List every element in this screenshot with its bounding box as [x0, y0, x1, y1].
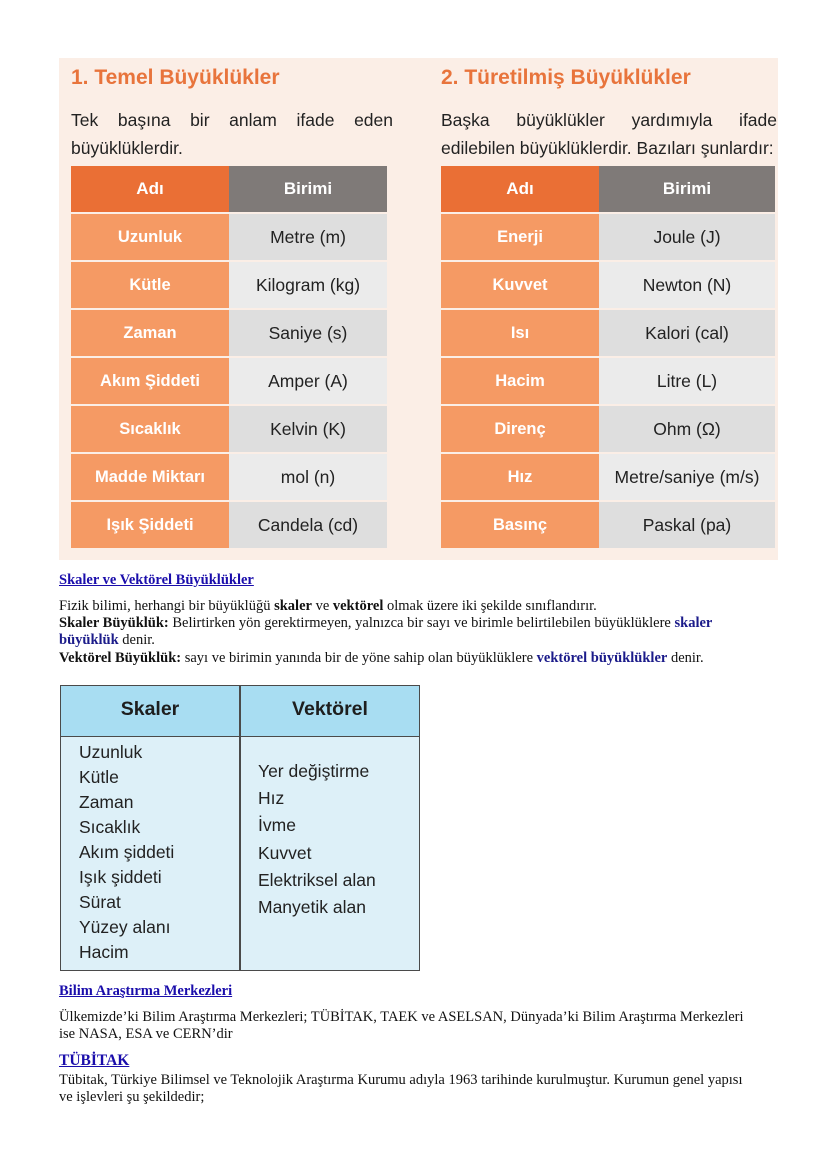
text-bold: vektörel	[332, 598, 384, 614]
derived-quantities-title: 2. Türetilmiş Büyüklükler	[441, 66, 691, 89]
vector-list	[258, 758, 376, 921]
quantity-unit: Metre/saniye (m/s)	[599, 453, 775, 501]
vector-header: Vektörel	[292, 698, 368, 720]
text-span: Belirtirken yön gerektirmeyen, yalnızca bir sayı ve birimle belirtilebilen büyüklüklere	[168, 615, 675, 631]
text-span: Fizik bilimi, herhangi bir büyüklüğü	[59, 598, 275, 614]
text-bold: skaler	[274, 598, 312, 614]
quantity-name: Kuvvet	[441, 261, 599, 309]
table-row	[441, 453, 775, 501]
basic-quantities-description: Tek başına bir anlam ifade eden büyüklüklerdir.	[71, 110, 393, 158]
table-row	[441, 357, 775, 405]
column-header-name: Adı	[441, 166, 599, 213]
tubitak-text: Tübitak, Türkiye Bilimsel ve Teknolojik Araştırma Kurumu adıyla 1963 tarihinde kurulmuştur. Kurumun genel yapısı ve işlevleri şu şekildedir;	[59, 1072, 743, 1105]
basic-quantities-title: 1. Temel Büyüklükler	[71, 66, 280, 89]
list-item: Kütle	[79, 767, 119, 787]
vector-definition	[59, 650, 759, 667]
scalar-label: Skaler Büyüklük:	[59, 615, 169, 631]
quantity-name: Sıcaklık	[71, 405, 229, 453]
basic-quantities-table	[71, 166, 387, 550]
table-row	[71, 261, 387, 309]
list-item: Hız	[258, 788, 285, 809]
list-item: Sürat	[79, 892, 121, 912]
column-header-unit: Birimi	[599, 166, 775, 213]
scalar-vector-table	[60, 685, 420, 971]
quantity-unit: Newton (N)	[599, 261, 775, 309]
table-row	[441, 309, 775, 357]
table-row	[71, 309, 387, 357]
quantity-unit: Joule (J)	[599, 213, 775, 261]
text-span: sayı ve birimin yanında bir de yöne sahip olan büyüklüklere	[181, 650, 537, 666]
quantity-unit: Metre (m)	[229, 213, 387, 261]
derived-quantities-description: Başka büyüklükler yardımıyla ifade edilebilen büyüklüklerdir. Bazıları şunlardır:	[441, 110, 777, 158]
table-row	[71, 501, 387, 549]
text-span: denir.	[118, 632, 155, 648]
quantity-name: Akım Şiddeti	[71, 357, 229, 405]
table-row	[441, 261, 775, 309]
research-centers-link[interactable]: Bilim Araştırma Merkezleri	[59, 983, 233, 999]
list-item: Kuvvet	[258, 842, 312, 863]
quantity-name: Hız	[441, 453, 599, 501]
quantity-name: Uzunluk	[71, 213, 229, 261]
vector-label: Vektörel Büyüklük:	[59, 650, 182, 666]
list-item: İvme	[258, 815, 296, 836]
quantity-name: Enerji	[441, 213, 599, 261]
list-item: Işık şiddeti	[79, 867, 162, 887]
scalar-term: skaler büyüklük	[59, 615, 713, 648]
table-row	[71, 405, 387, 453]
quantity-name: Kütle	[71, 261, 229, 309]
quantity-unit: Paskal (pa)	[599, 501, 775, 549]
text-span: olmak üzere iki şekilde sınıflandırır.	[383, 598, 597, 614]
quantity-name: Basınç	[441, 501, 599, 549]
text-span: denir.	[667, 650, 704, 666]
quantity-unit: Saniye (s)	[229, 309, 387, 357]
column-header-name: Adı	[71, 166, 229, 213]
table-header-row	[71, 166, 387, 213]
table-row	[441, 405, 775, 453]
quantity-unit: Ohm (Ω)	[599, 405, 775, 453]
table-row	[71, 357, 387, 405]
quantity-unit: Litre (L)	[599, 357, 775, 405]
quantity-name: Zaman	[71, 309, 229, 357]
table-row	[71, 453, 387, 501]
table-row	[441, 213, 775, 261]
quantity-unit: mol (n)	[229, 453, 387, 501]
quantity-unit: Kilogram (kg)	[229, 261, 387, 309]
research-centers-text: Ülkemizde’ki Bilim Araştırma Merkezleri; TÜBİTAK, TAEK ve ASELSAN, Dünyada’ki Bilim Araştırma Merkezleri ise NASA, ESA ve CERN’dir	[59, 1009, 744, 1042]
list-item: Manyetik alan	[258, 896, 366, 917]
list-item: Elektriksel alan	[258, 869, 376, 890]
derived-quantities-table	[441, 166, 775, 550]
quantity-name: Hacim	[441, 357, 599, 405]
quantity-name: Işık Şiddeti	[71, 501, 229, 549]
quantities-panel	[59, 58, 778, 560]
scalar-vector-link[interactable]: Skaler ve Vektörel Büyüklükler	[59, 572, 254, 588]
column-divider	[239, 686, 241, 970]
quantity-name: Isı	[441, 309, 599, 357]
quantity-unit: Amper (A)	[229, 357, 387, 405]
classification-paragraph	[59, 598, 759, 615]
scalar-definition	[59, 615, 759, 649]
scalar-header: Skaler	[120, 698, 180, 720]
text-span: ve	[311, 598, 333, 614]
tubitak-link[interactable]: TÜBİTAK	[59, 1052, 130, 1069]
quantity-unit: Kalori (cal)	[599, 309, 775, 357]
table-header-row	[441, 166, 775, 213]
quantity-name: Madde Miktarı	[71, 453, 229, 501]
scalar-list	[79, 740, 174, 965]
quantity-unit: Kelvin (K)	[229, 405, 387, 453]
table-row	[441, 501, 775, 549]
table-row	[71, 213, 387, 261]
list-item: Uzunluk	[79, 742, 143, 762]
quantity-name: Direnç	[441, 405, 599, 453]
list-item: Sıcaklık	[79, 817, 141, 837]
column-header-unit: Birimi	[229, 166, 387, 213]
list-item: Yüzey alanı	[79, 917, 171, 937]
list-item: Hacim	[79, 942, 129, 962]
quantity-unit: Candela (cd)	[229, 501, 387, 549]
list-item: Yer değiştirme	[258, 761, 370, 781]
list-item: Zaman	[79, 792, 134, 812]
vector-term: vektörel büyüklükler	[536, 650, 668, 666]
list-item: Akım şiddeti	[79, 842, 175, 862]
